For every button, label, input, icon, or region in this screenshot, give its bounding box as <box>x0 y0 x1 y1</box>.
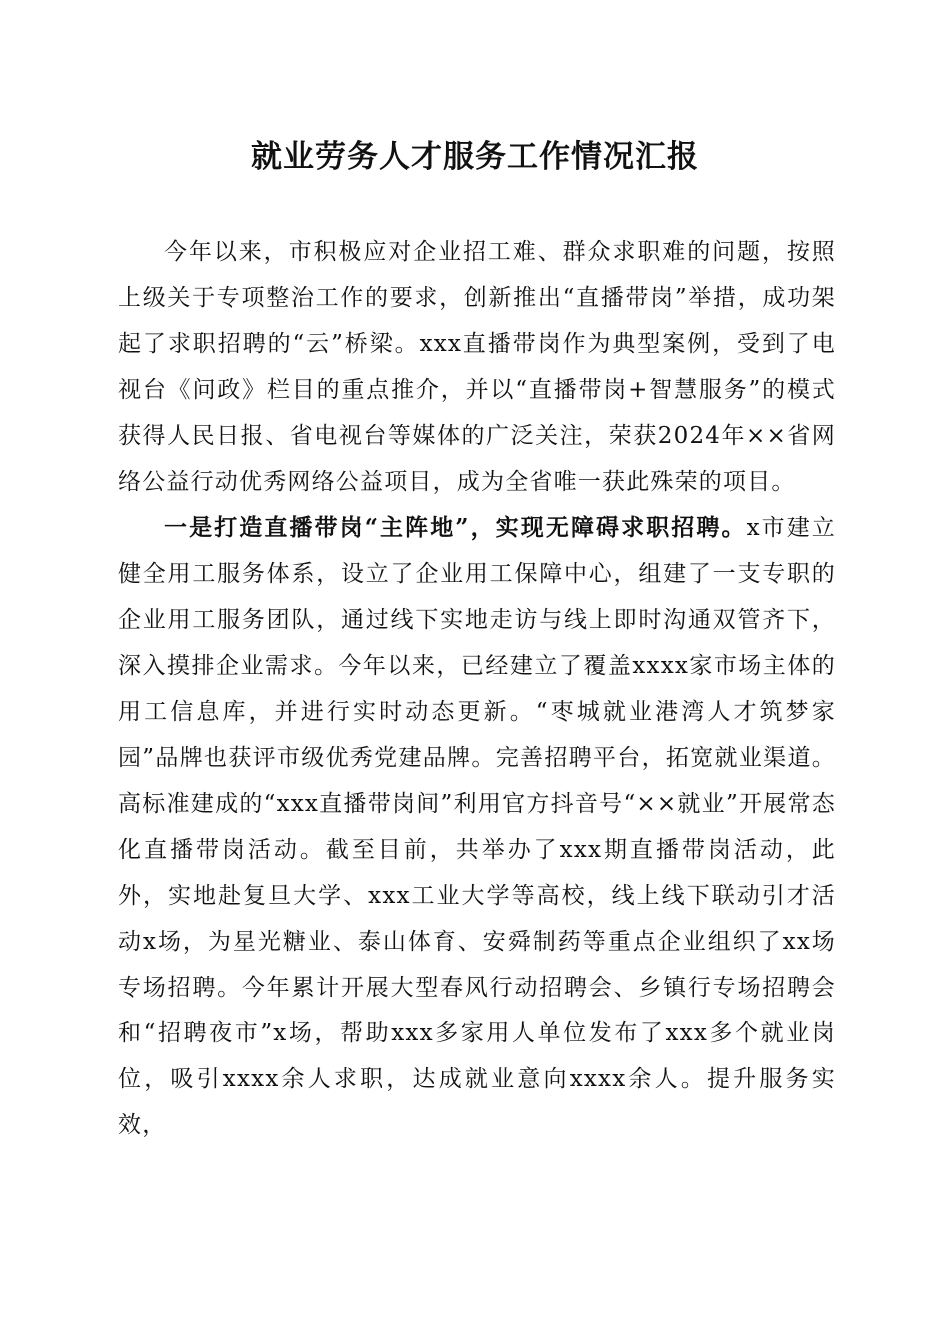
intro-paragraph-text: 今年以来，市积极应对企业招工难、群众求职难的问题，按照上级关于专项整治工作的要求，创新推出“直播带岗”举措，成功架起了求职招聘的“云”桥梁。xxx直播带岗作为典型案例，受到了电视台《问政》栏目的重点推介，并以“直播带岗+智慧服务”的模式获得人民日报、省电视台等媒体的广泛关注，荣获2024年××省网络公益行动优秀网络公益项目，成为全省唯一获此殊荣的项目。 <box>118 239 836 495</box>
section-one-paragraph <box>118 505 836 1149</box>
section-one-text: x市建立健全用工服务体系，设立了企业用工保障中心，组建了一支专职的企业用工服务团队，通过线下实地走访与线上即时沟通双管齐下，深入摸排企业需求。今年以来，已经建立了覆盖xxxx家市场主体的用工信息库，并进行实时动态更新。“枣城就业港湾人才筑梦家园”品牌也获评市级优秀党建品牌。完善招聘平台，拓宽就业渠道。高标准建成的“xxx直播带岗间”利用官方抖音号“××就业”开展常态化直播带岗活动。截至目前，共举办了xxx期直播带岗活动，此外，实地赴复旦大学、xxx工业大学等高校，线上线下联动引才活动x场，为星光糖业、泰山体育、安舜制药等重点企业组织了xx场专场招聘。今年累计开展大型春风行动招聘会、乡镇行专场招聘会和“招聘夜市”x场，帮助xxx多家用人单位发布了xxx多个就业岗位，吸引xxxx余人求职，达成就业意向xxxx余人。提升服务实效， <box>118 515 836 1139</box>
section-one-heading: 一是打造直播带岗“主阵地”，实现无障碍求职招聘。 <box>164 514 747 542</box>
document-title: 就业劳务人才服务工作情况汇报 <box>251 139 699 175</box>
intro-paragraph <box>118 230 836 505</box>
document-body <box>118 230 836 1149</box>
